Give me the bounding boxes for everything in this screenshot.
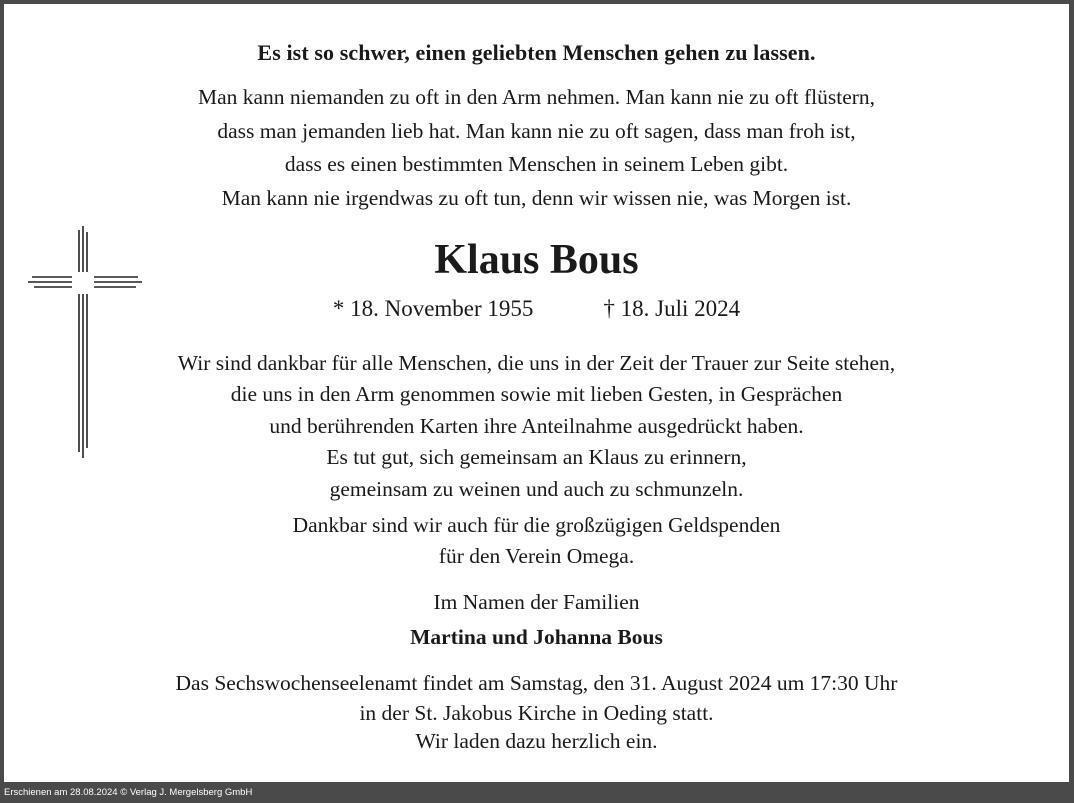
thanks-line: Wir sind dankbar für alle Menschen, die uns in der Zeit der Trauer zur Seite stehen, (177, 351, 896, 375)
poem-line: dass man jemanden lieb hat. Man kann nie zu oft sagen, dass man froh ist, (217, 119, 856, 143)
life-dates (4, 296, 1069, 322)
thanks-line: gemeinsam zu weinen und auch zu schmunzeln. (329, 477, 744, 501)
donations-line: Dankbar sind wir auch für die großzügigen Geldspenden (292, 513, 781, 537)
thanks-line: und berührenden Karten ihre Anteilnahme ausgedrückt haben. (269, 414, 804, 438)
thanks-line: Es tut gut, sich gemeinsam an Klaus zu erinnern, (326, 445, 747, 469)
death-date: † 18. Juli 2024 (603, 296, 741, 321)
service-line: in der St. Jakobus Kirche in Oeding statt. (359, 701, 714, 725)
thanks-line: die uns in den Arm genommen sowie mit lieben Gesten, in Gesprächen (230, 382, 843, 406)
deceased-name: Klaus Bous (434, 237, 639, 283)
poem-line: Man kann nie irgendwas zu oft tun, denn wir wissen nie, was Morgen ist. (221, 186, 852, 210)
service-line: Wir laden dazu herzlich ein. (415, 729, 658, 753)
birth-date: * 18. November 1955 (332, 296, 534, 321)
motto-heading: Es ist so schwer, einen geliebten Menschen gehen zu lassen. (257, 40, 816, 65)
poem-line: Man kann niemanden zu oft in den Arm nehmen. Man kann nie zu oft flüstern, (197, 85, 876, 109)
on-behalf-text: Im Namen der Familien (433, 590, 640, 614)
service-line: Das Sechswochenseelenamt findet am Samstag, den 31. August 2024 um 17:30 Uhr (175, 671, 898, 695)
family-signature: Martina und Johanna Bous (410, 625, 663, 649)
poem-line: dass es einen bestimmten Menschen in seinem Leben gibt. (284, 152, 789, 176)
publication-footer: Erschienen am 28.08.2024 © Verlag J. Mergelsberg GmbH (4, 787, 253, 798)
obituary-card (4, 4, 1069, 782)
donations-line: für den Verein Omega. (438, 544, 635, 568)
